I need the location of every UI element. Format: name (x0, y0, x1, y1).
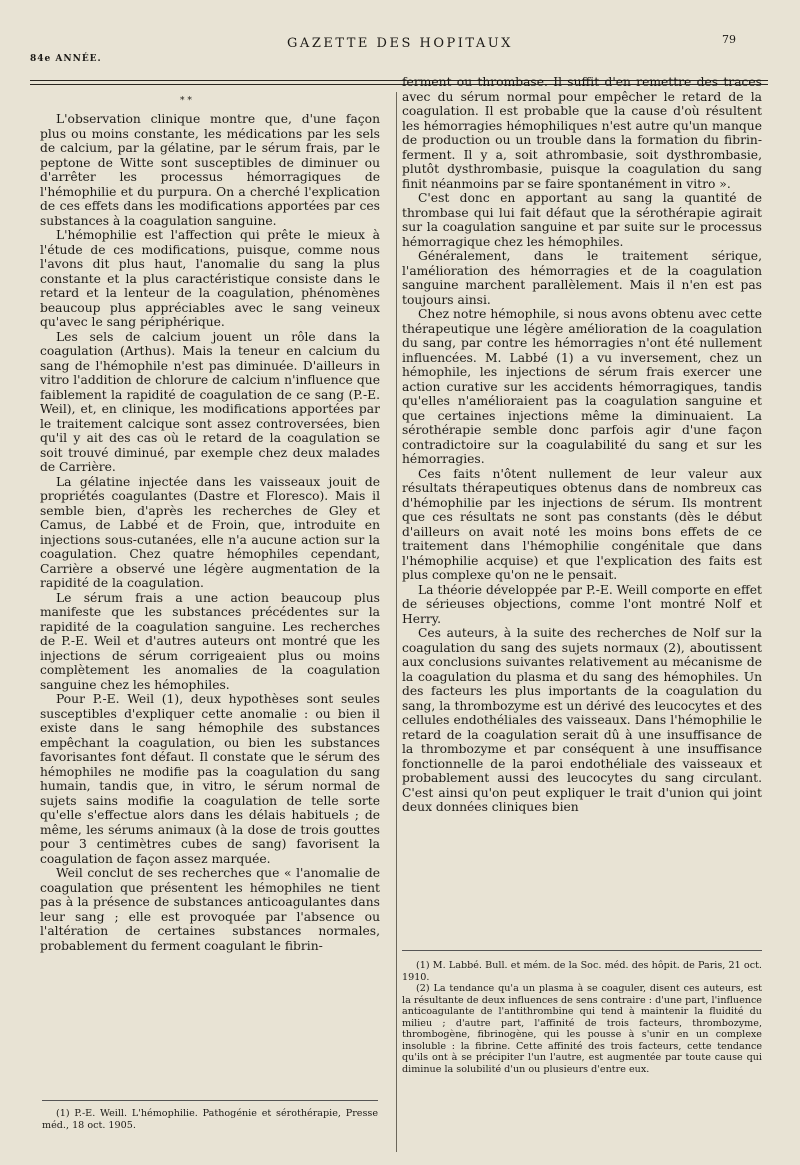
footnote-rule-left (42, 1100, 378, 1101)
paragraph: La gélatine injectée dans les vaisseaux jouit de propriétés coagulantes (Dastre et Floresco). Mais il semble bien, d'après les recherches de Gley et Camus, de Labbé et de Froin, que, introduite en injections sous-cutanées, elle n'a aucune action sur la coagulation. Chez quatre hémophiles cependant, Carrière a observé une légère augmentation de la rapidité de la coagulation. (40, 474, 380, 590)
footnote: (1) M. Labbé. Bull. et mém. de la Soc. méd. des hôpit. de Paris, 21 oct. 1910. (402, 960, 762, 983)
footnote-rule-right (402, 950, 762, 951)
paragraph: C'est donc en apportant au sang la quantité de thrombase qui lui fait défaut que la sérothérapie agirait sur la coagulation sanguine et par suite sur le processus hémorragique chez les hémophiles. (402, 191, 762, 249)
paragraph: Chez notre hémophile, si nous avons obtenu avec cette thérapeutique une légère amélioration de la coagulation du sang, par contre les hémorragies n'ont été nullement influencées. M. Labbé (1) a vu inversement, chez un hémophile, les injections de sérum frais exercer une action curative sur les accidents hémorragiques, tandis qu'elles n'amélioraient pas la coagulation sanguine et que certaines injections même la diminuaient. La sérothérapie semble donc parfois agir d'une façon contradictoire sur la coagulabilité du sang et sur les hémorragies. (402, 307, 762, 466)
year-label: 84e ANNÉE. (30, 54, 102, 64)
paragraph: Le sérum frais a une action beaucoup plus manifeste que les substances précédentes sur la rapidité de la coagulation sanguine. Les recherches de P.-E. Weil et d'autres auteurs ont montré que les injections de sérum corrigeaient plus ou moins complètement les anomalies de la coagulation sanguine chez les hémophiles. (40, 590, 380, 692)
left-column (40, 112, 380, 953)
footnote-left (42, 1108, 378, 1131)
footnotes-right (402, 960, 762, 1075)
paragraph: ferment ou thrombase. Il suffit d'en remettre des traces avec du sérum normal pour empêcher le retard de la coagulation. Il est probable que la cause d'où résultent les hémorragies hémophiliques n'est autre qu'un manque de production ou un trouble dans la formation du fibrin-ferment. Il y a, soit athrombasie, soit dysthrombasie, plutôt dysthrombasie, puisque la coagulation du sang finit néanmoins par se faire spontanément in vitro ». (402, 75, 762, 191)
paragraph: Ces auteurs, à la suite des recherches de Nolf sur la coagulation du sang des sujets normaux (2), aboutissent aux conclusions suivantes relativement au mécanisme de la coagulation du plasma et du sang des hémophiles. Un des facteurs les plus importants de la coagulation du sang, la thrombozyme est un dérivé des leucocytes et des cellules endothéliales des vaisseaux. Dans l'hémophilie le retard de la coagulation serait dû à une insuffisance de la thrombozyme et par conséquent à une insuffisance fonctionnelle de la paroi endothéliale des vaisseaux et probablement aussi des leucocytes du sang circulant. C'est ainsi qu'on peut expliquer le trait d'union qui joint deux données cliniques bien (402, 626, 762, 814)
paragraph: L'observation clinique montre que, d'une façon plus ou moins constante, les médications par les sels de calcium, par la gélatine, par le sérum frais, par le peptone de Witte sont susceptibles de diminuer ou d'arrêter les processus hémorragiques de l'hémophilie et du purpura. On a cherché l'explication de ces effets dans les modifications apportées par ces substances à la coagulation sanguine. (40, 112, 380, 228)
page-number: 79 (722, 33, 736, 46)
section-ornament: * * (180, 96, 192, 106)
column-divider (396, 92, 397, 1152)
footnote: (2) La tendance qu'a un plasma à se coaguler, disent ces auteurs, est la résultante de deux influences de sens contraire : d'une part, l'influence anticoagulante de l'antithrombine qui tend à maintenir la fluidité du milieu ; d'autre part, l'affinité de trois facteurs, thrombozyme, thrombogène, fibrinogène, qui les pousse à s'unir en un complexe insoluble : la fibrine. Cette affinité des trois facteurs, cette tendance qu'ils ont à se précipiter l'un l'autre, est augmentée par toute cause qui diminue la solubilité d'un ou plusieurs d'entre eux. (402, 983, 762, 1075)
paragraph: Ces faits n'ôtent nullement de leur valeur aux résultats thérapeutiques obtenus dans de nombreux cas d'hémophilie par les injections de sérum. Ils montrent que ces résultats ne sont pas constants (dès le début d'ailleurs on avait noté les moins bons effets de ce traitement dans l'hémophilie congénitale que dans l'hémophilie acquise) et que l'explication des faits est plus complexe qu'on ne le pensait. (402, 466, 762, 582)
paragraph: Weil conclut de ses recherches que « l'anomalie de coagulation que présentent les hémophiles ne tient pas à la présence de substances anticoagulantes dans leur sang ; elle est provoquée par l'absence ou l'altération de certaines substances normales, probablement du ferment coagulant le fibrin- (40, 866, 380, 953)
paragraph: Pour P.-E. Weil (1), deux hypothèses sont seules susceptibles d'expliquer cette anomalie : ou bien il existe dans le sang hémophile des substances empêchant la coagulation, ou bien les substances favorisantes font défaut. Il constate que le sérum des hémophiles ne modifie pas la coagulation du sang humain, tandis que, in vitro, le sérum normal de sujets sains modifie la coagulation de telle sorte qu'elle s'effectue alors dans les délais habituels ; de même, les sérums animaux (à la dose de trois gouttes pour 3 centimètres cubes de sang) favorisent la coagulation de façon assez marquée. (40, 692, 380, 866)
paragraph: La théorie développée par P.-E. Weill comporte en effet de sérieuses objections, comme l'ont montré Nolf et Herry. (402, 582, 762, 626)
page-header (0, 30, 800, 70)
footnote: (1) P.-E. Weill. L'hémophilie. Pathogénie et sérothérapie, Presse méd., 18 oct. 1905. (42, 1108, 378, 1131)
right-column (402, 75, 762, 815)
paragraph: L'hémophilie est l'affection qui prête le mieux à l'étude de ces modifications, puisque, comme nous l'avons dit plus haut, l'anomalie du sang la plus constante et la plus caractéristique consiste dans le retard et la lenteur de la coagulation, phénomènes beaucoup plus appréciables avec le sang veineux qu'avec le sang périphérique. (40, 228, 380, 329)
paragraph: Les sels de calcium jouent un rôle dans la coagulation (Arthus). Mais la teneur en calcium du sang de l'hémophile n'est pas diminuée. D'ailleurs in vitro l'addition de chlorure de calcium n'influence que faiblement la rapidité de coagulation de ce sang (P.-E. Weil), et, en clinique, les modifications apportées par le traitement calcique sont assez controversées, bien qu'il y ait des cas où le retard de la coagulation se soit trouvé diminué, par exemple chez deux malades de Carrière. (40, 329, 380, 474)
paragraph: Généralement, dans le traitement sérique, l'amélioration des hémorragies et de la coagulation sanguine marchent parallèlement. Mais il n'en est pas toujours ainsi. (402, 249, 762, 307)
journal-title: GAZETTE DES HOPITAUX (287, 36, 513, 51)
